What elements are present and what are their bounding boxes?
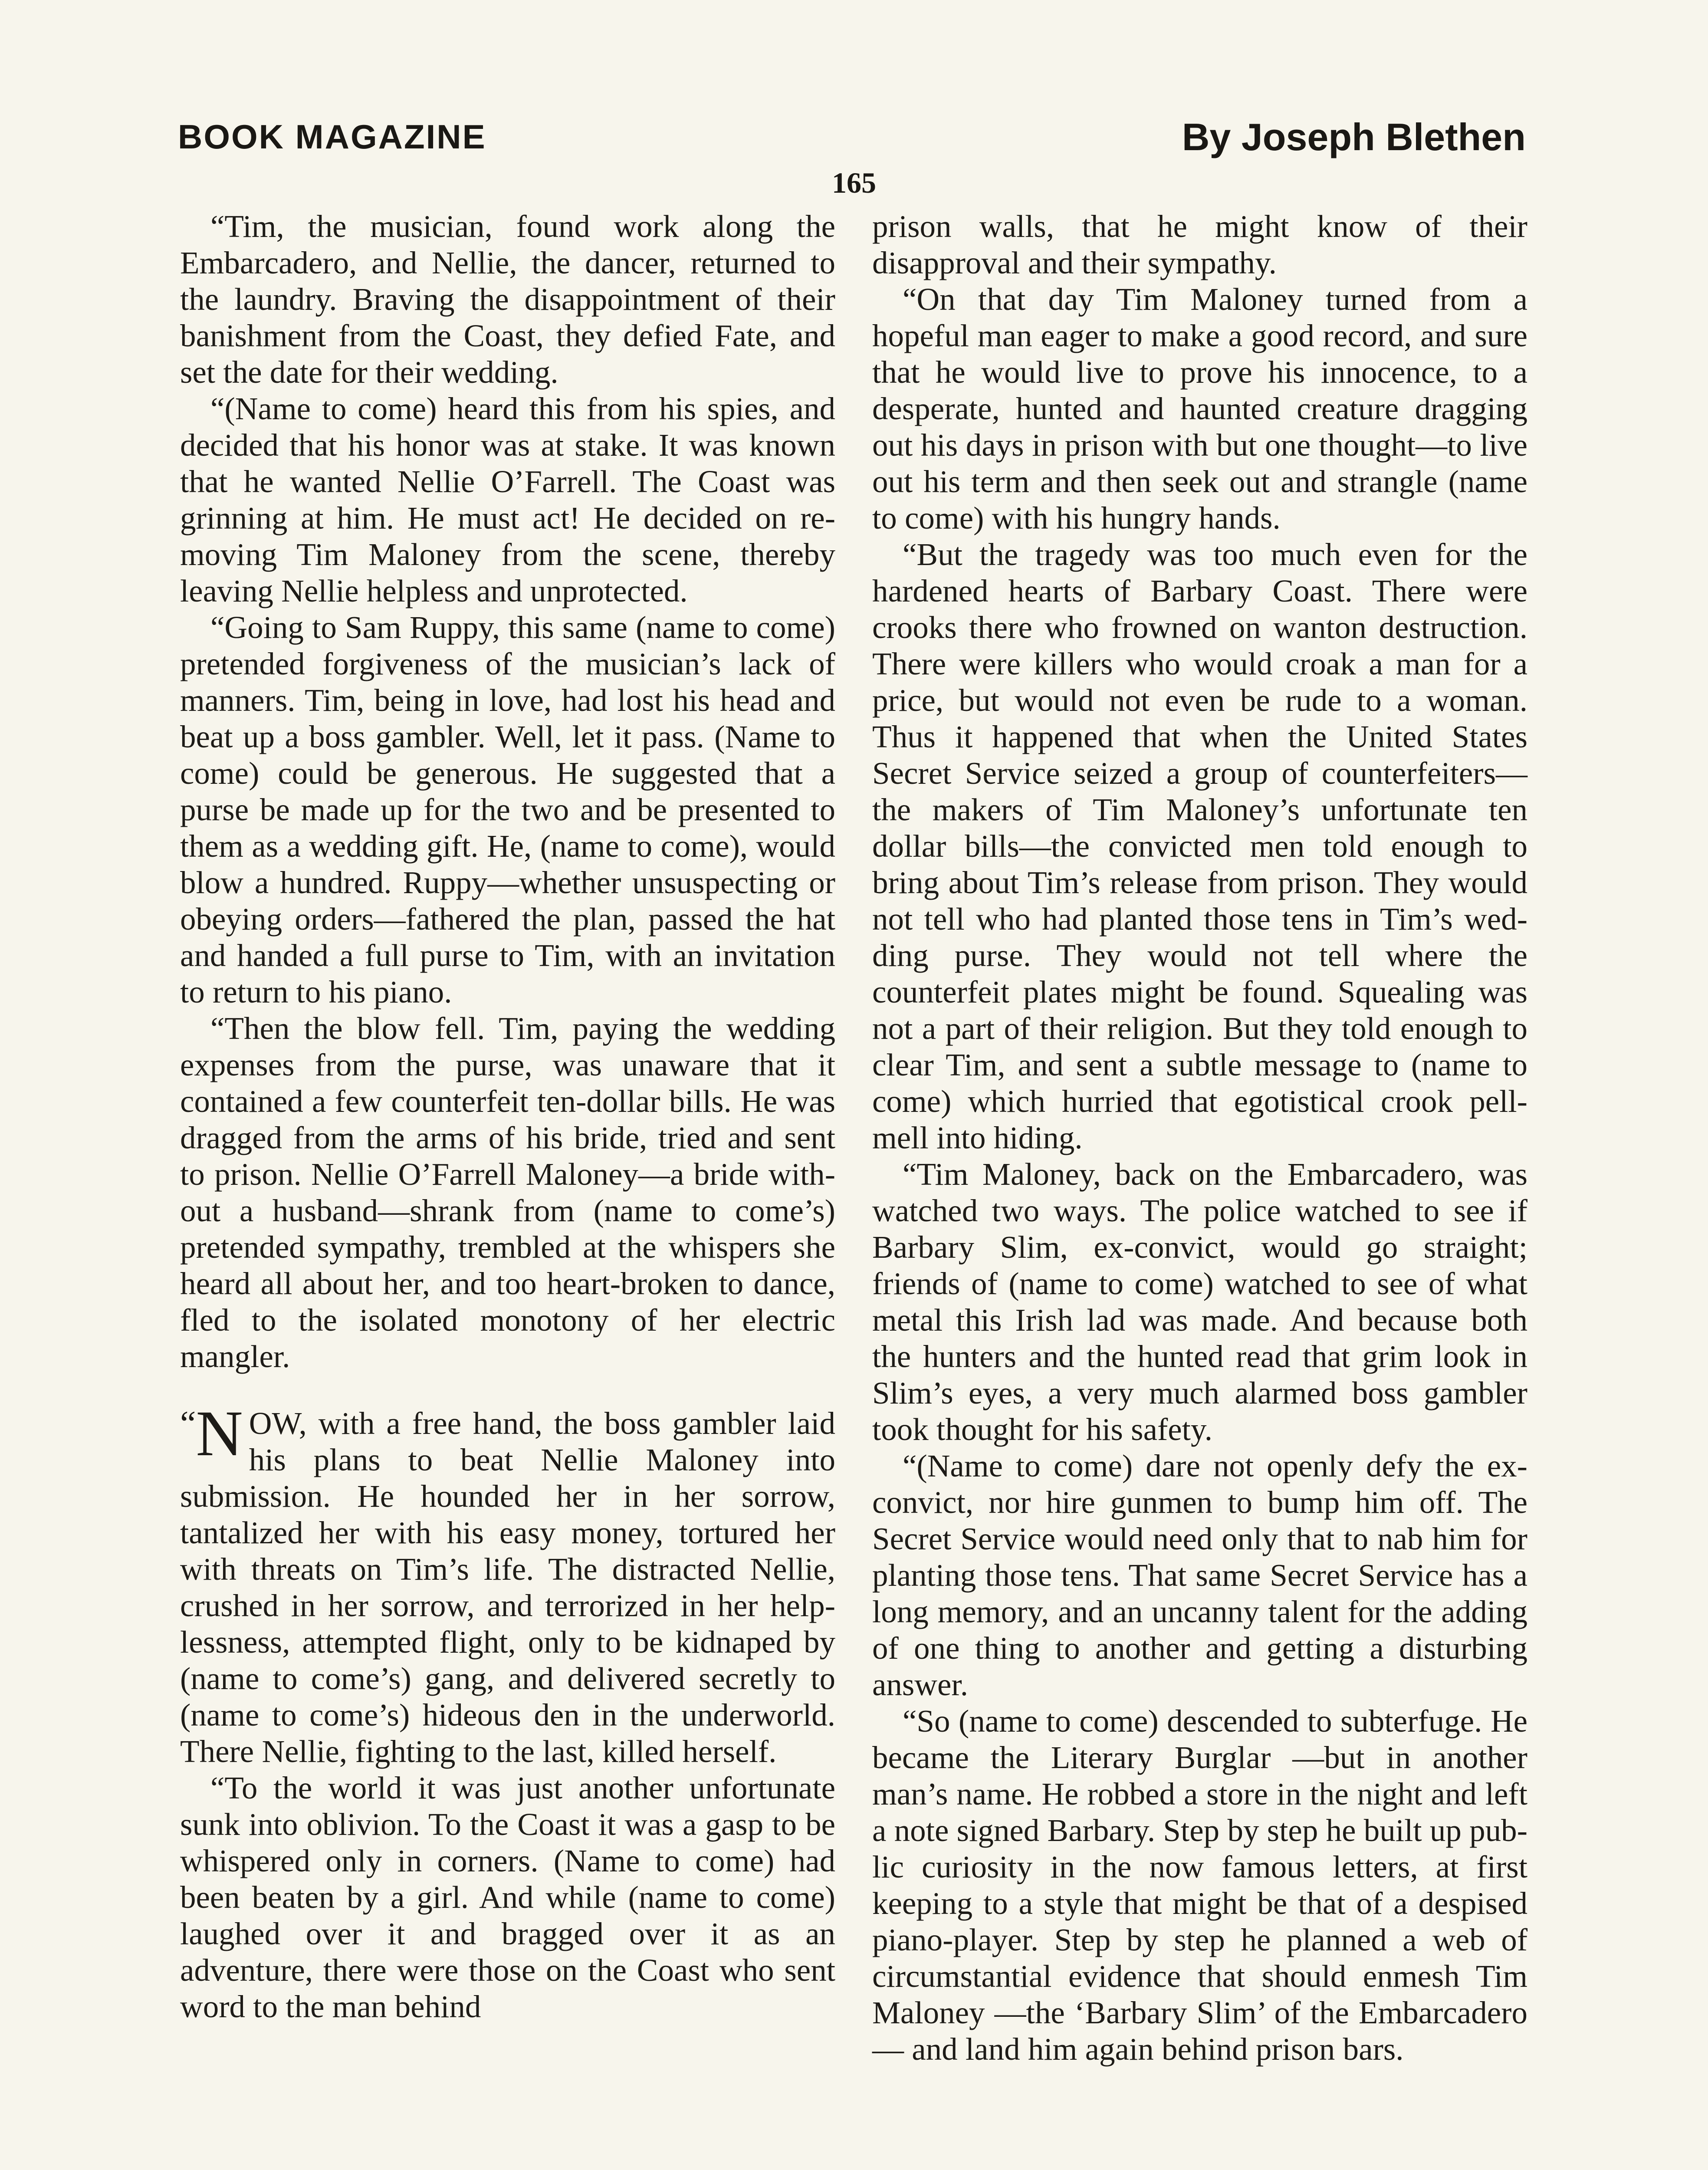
paragraph: prison walls, that he might know of their disapproval and their sympathy. [872,209,1527,280]
dropcap-smallcaps: OW, [249,1406,307,1441]
dropcap-paragraph [180,1397,835,1770]
paragraph: “(Name to come) dare not openly defy the ex-convict, nor hire gunmen to bump him off. The Secret Service would need only that to nab him for planting those tens. That same Secret Service has a long memory, and an uncanny talent for the adding of one thing to another and getting a disturbing answer. [872,1448,1527,1702]
paragraph: “But the tragedy was too much even for the hardened hearts of Barbary Coast. There were crooks there who frowned on wanton destruction. There were killers who would croak a man for a price, but would not even be rude to a woman. Thus it happened that when the United States Secret Service seized a group of counterfeiters—the makers of Tim Maloney’s unfortunate ten dollar bills—the convicted men told enough to bring about Tim’s release from prison. They would not tell who had planted those tens in Tim’s wedding purse. They would not tell where the counterfeit plates might be found. Squealing was not a part of their religion. But they told enough to clear Tim, and sent a subtle message to (name to come) which hurried that egotistical crook pell-mell into hiding. [872,537,1527,1155]
paragraph: “To the world it was just another unfortunate sunk into oblivion. To the Coast it was a gasp to be whispered only in corners. (Name to come) had been beaten by a girl. And while (name to come) laughed over it and bragged over it as an adventure, there were those on the Coast who sent word to the man behind [180,1770,835,2024]
right-column [872,208,1527,2068]
paragraph: “Then the blow fell. Tim, paying the wedding expenses from the purse, was unaware that it contained a few counterfeit ten-dollar bills. He was dragged from the arms of his bride, tried and sent to prison. Nellie O’Farrell Maloney—a bride without a husband—shrank from (name to come’s) pretended sympathy, trembled at the whispers she heard all about her, and too heart-broken to dance, fled to the isolated monotony of her electric mangler. [180,1011,835,1374]
byline: By Joseph Blethen [1182,115,1526,158]
paragraph: “So (name to come) descended to subterfuge. He became the Literary Burglar —but in another man’s name. He robbed a store in the night and left a note signed Barbary. Step by step he built up public curiosity in the now famous letters, at first keeping to a style that might be that of a despised piano-player. Step by step he planned a web of circumstantial evidence that should enmesh Tim Maloney —the ‘Barbary Slim’ of the Embarcadero— and land him again behind prison bars. [872,1703,1527,2067]
dropcap-rest: with a free hand, the boss gambler laid his plans to beat Nellie Maloney into submission. He hounded her in her sorrow, tantalized her with his easy money, tortured her with threats on Tim’s life. The distracted Nellie, crushed in her sorrow, and terrorized in her helplessness, attempted flight, only to be kidnaped by (name to come’s) gang, and delivered secretly to (name to come’s) hideous den in the underworld. There Nellie, fighting to the last, killed herself. [180,1406,835,1769]
dropcap-quote: “ [180,1404,196,1443]
left-column [180,208,835,2025]
paragraph: “Tim, the musician, found work along the Embarcadero, and Nellie, the dancer, returned to the laundry. Braving the disappointment of their banishment from the Coast, they defied Fate, and set the date for their wedding. [180,209,835,390]
paragraph: “Going to Sam Ruppy, this same (name to come) pretended forgiveness of the musician’s lack of manners. Tim, being in love, had lost his head and beat up a boss gambler. Well, let it pass. (Name to come) could be generous. He suggested that a purse be made up for the two and be presented to them as a wedding gift. He, (name to come), would blow a hundred. Ruppy—whether unsuspecting or obeying orders—fathered the plan, passed the hat and handed a full purse to Tim, with an invitation to return to his piano. [180,610,835,1009]
paragraph: “On that day Tim Maloney turned from a hopeful man eager to make a good record, and sure that he would live to prove his innocence, to a desperate, hunted and haunted creature dragging out his days in prison with but one thought—to live out his term and then seek out and strangle (name to come) with his hungry hands. [872,282,1527,536]
section-break [180,1375,835,1405]
magazine-title: BOOK MAGAZINE [178,118,486,156]
paragraph: “Tim Maloney, back on the Embarcadero, was watched two ways. The police watched to see if Barbary Slim, ex-convict, would go straight; friends of (name to come) watched to see of what metal this Irish lad was made. And because both the hunters and the hunted read that grim look in Slim’s eyes, a very much alarmed boss gambler took thought for his safety. [872,1157,1527,1447]
dropcap-letter: “N [180,1397,243,1470]
paragraph: “(Name to come) heard this from his spies, and decided that his honor was at stake. It was known that he wanted Nellie O’Farrell. The Coast was grinning at him. He must act! He decided on removing Tim Maloney from the scene, thereby leaving Nellie helpless and unprotected. [180,391,835,608]
page-number: 165 [832,166,876,199]
